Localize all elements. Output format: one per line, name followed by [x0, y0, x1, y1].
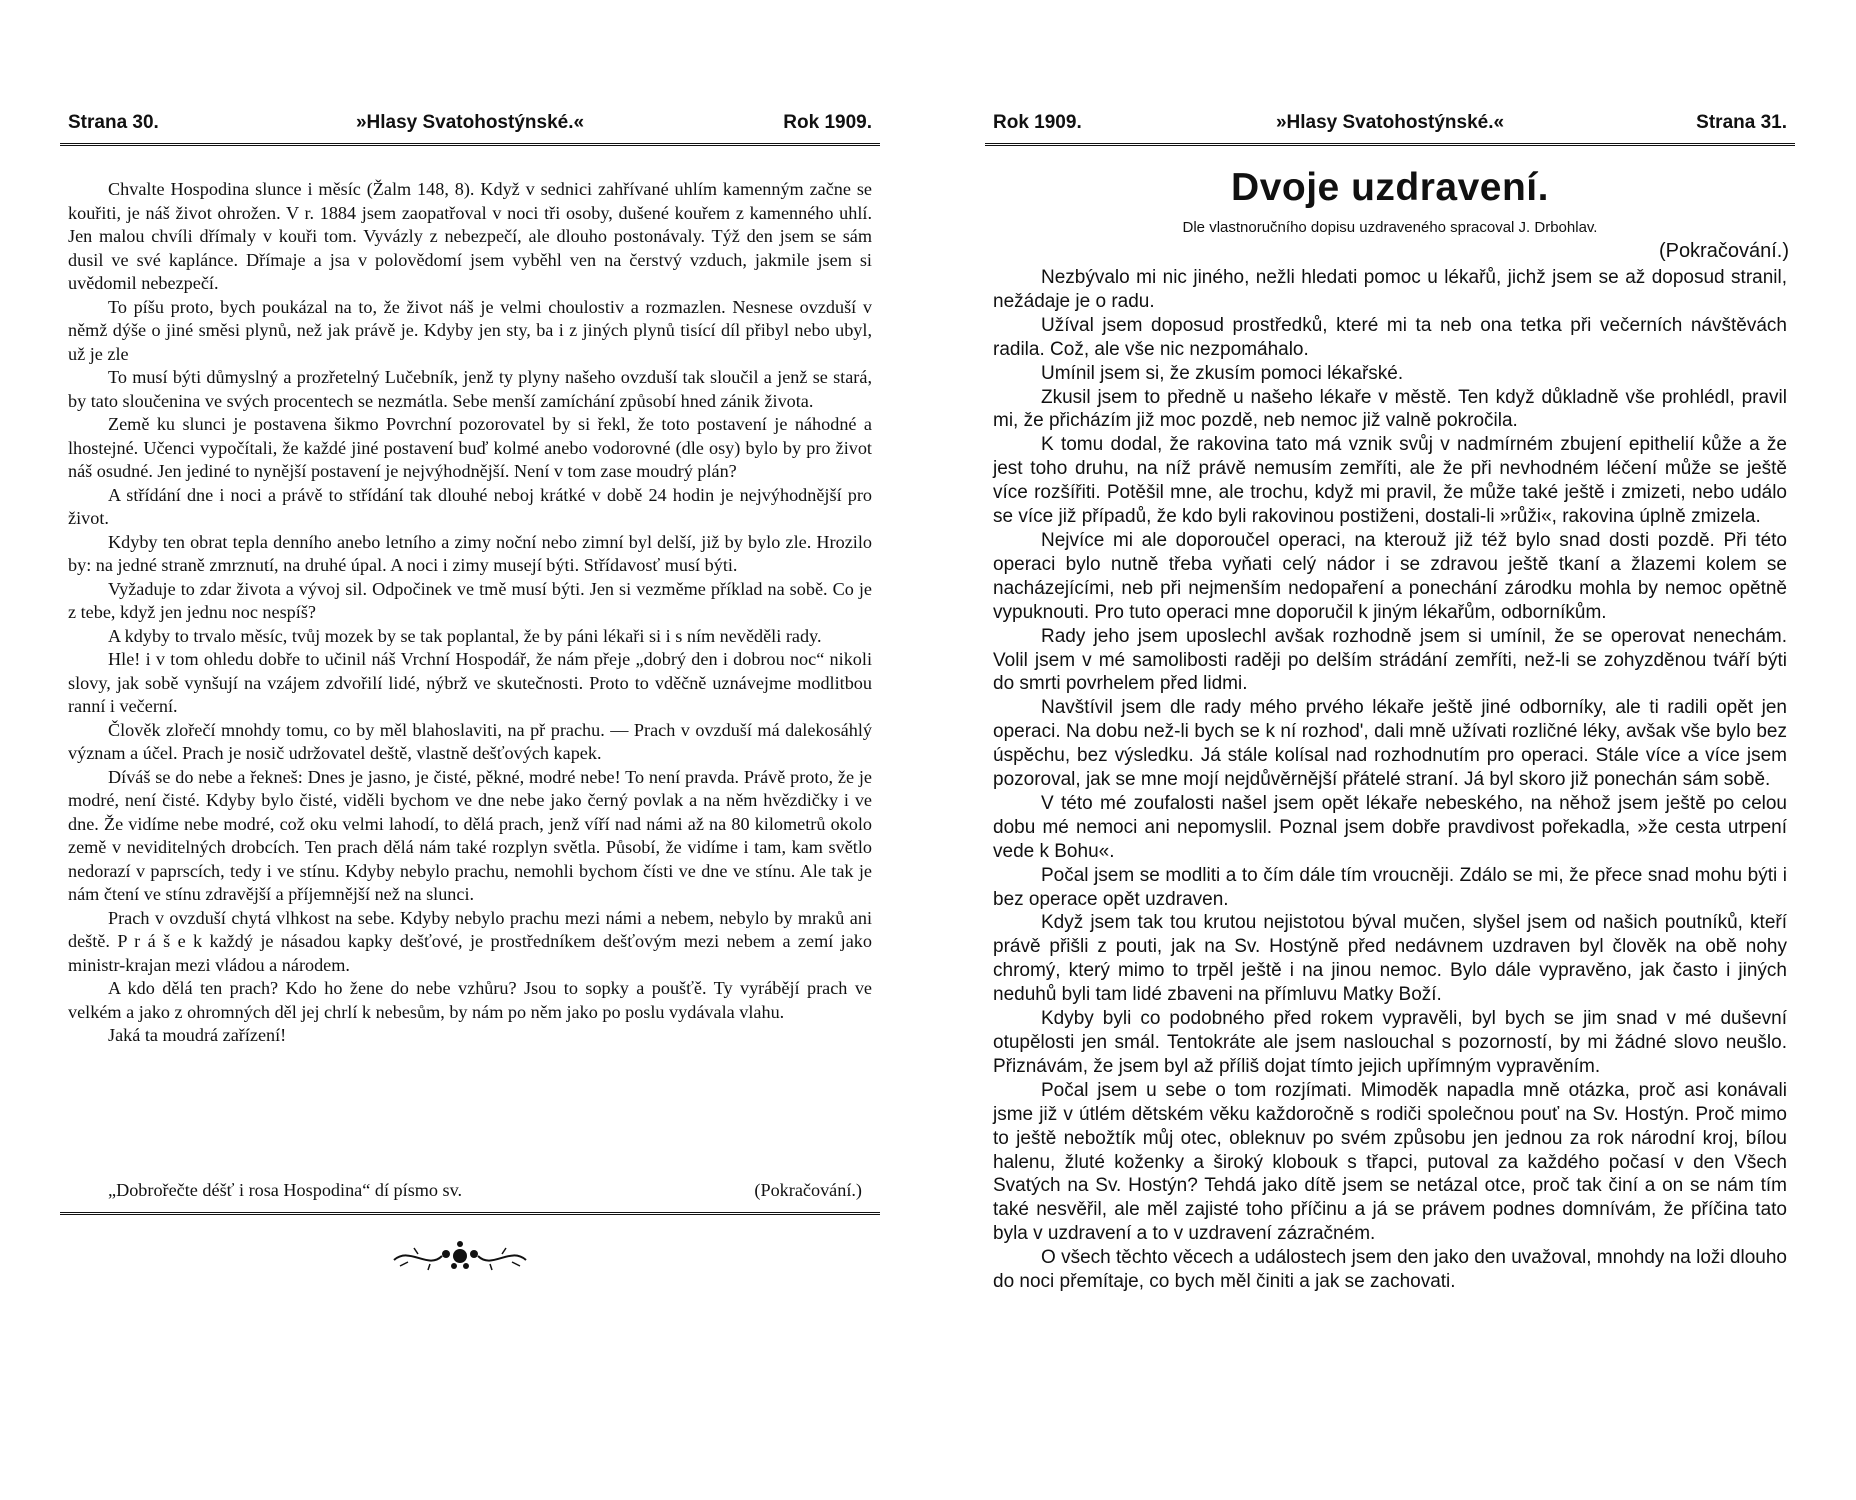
- paragraph: V této mé zoufalosti našel jsem opět lékaře nebeského, na něhož jsem ještě po celou dobu mé nemoci ani nepomyslil. Poznal jsem dobře pravdivost pořekadla, »že cesta utrpení vede k Bohu«.: [993, 792, 1787, 862]
- paragraph: Umínil jsem si, že zkusím pomoci lékařské.: [1041, 362, 1404, 384]
- paragraph: Jaká ta moudrá zařízení!: [108, 1025, 287, 1045]
- paragraph: Rady jeho jsem uposlechl avšak rozhodně jsem si umínil, že se operovat nenechám. Volil jsem v mé samolibosti raději po delším strádání zemříti, než-li se zohyzděnou tváří býti do smrti povrhelem před lidmi.: [993, 625, 1787, 695]
- paragraph: A střídání dne i noci a právě to střídání tak dlouhé neboj krátké v době 24 hodin je nejvýhodnější pro život.: [68, 484, 872, 528]
- left-page: [60, 0, 880, 1500]
- continued-note: (Pokračování.): [1658, 240, 1789, 262]
- page-number-label: Strana 31.: [1696, 112, 1787, 133]
- running-head-right: [985, 112, 1795, 142]
- paragraph: Země ku slunci je postavena šikmo Povrchní pozorovatel by si řekl, že toto postavení je náhodné a lhostejné. Učenci vypočítali, že každé jiné postavení buď kolmé anebo vodorovné (dle osy) bylo by pro život náš osudné. Jen jediné to nynější postavení je nejvýhodnější. Není v tom zase moudrý plán?: [68, 414, 872, 481]
- floral-ornament-icon: [390, 1236, 530, 1276]
- paragraph: To musí býti důmyslný a prozřetelný Lučebník, jenž ty plyny našeho ovzduší tak sloučil a jenž se stará, by tato sloučenina ve svých procentech se nezmátla. Sebe menší zamíchání způsobí hned zánik života.: [68, 367, 872, 411]
- year-label: Rok 1909.: [993, 112, 1082, 133]
- right-page: [985, 0, 1795, 1500]
- paragraph: Navštívil jsem dle rady mého prvého lékaře ještě jiné odborníky, ale ti radili opět jen operaci. Na dobu než-li bych se k ní rozhod', dali mně užívati rozličné léky, avšak vše bylo bez úspěchu, bez výsledku. Já stále kolísal nad rozhodnutím pro operaci. Stále více a více jsem pozoroval, jak se mne mojí nejdůvěrnější přátelé straní. Já byl skoro již ponechán sám sobě.: [993, 697, 1787, 791]
- paragraph: Užíval jsem doposud prostředků, které mi ta neb ona tetka při večerních návštěvách radila. Což, ale vše nic nezpomáhalo.: [993, 314, 1787, 360]
- paragraph: O všech těchto věcech a událostech jsem den jako den uvažoval, mnohdy na loži dlouho do noci přemítaje, co bych měl činiti a jak se zachovati.: [993, 1247, 1787, 1293]
- paragraph: Kdyby byli co podobného před rokem vypravěli, byl bych se jim snad v mé duševní otupělosti jen smál. Tentokráte ale jsem naslouchal s pozorností, by mi žádné slovo neušlo. Přiznávám, že jsem byl až příliš dojat tímto jejich upřímným vypravěním.: [993, 1008, 1787, 1077]
- paragraph: Vyžaduje to zdar života a vývoj sil. Odpočinek ve tmě musí býti. Jen si vezměme příklad na sobě. Co je z tebe, když jen jednu noc nespíš?: [68, 578, 872, 622]
- left-body-text: [68, 178, 872, 1048]
- journal-title: »Hlasy Svatohostýnské.«: [1275, 112, 1505, 133]
- paragraph: To píšu proto, bych poukázal na to, že život náš je velmi choulostiv a rozmazlen. Nesnese ovzduší v němž dýše o jiné směsi plynů, než jak právě je. Kdyby jen sty, ba i z jiných plynů tisící díl přibyl nebo ubyl, už je zle: [68, 296, 872, 364]
- footer-rule: [60, 1212, 880, 1219]
- running-head-left: [60, 112, 880, 142]
- right-body-text: [993, 266, 1787, 1294]
- continued-note: (Pokračování.): [754, 1180, 862, 1200]
- paragraph: Počal jsem se modliti a to čím dále tím vroucněji. Zdálo se mi, že přece snad mohu býti i bez operace opět uzdraven.: [993, 864, 1787, 910]
- paragraph: Kdyby ten obrat tepla denního anebo letního a zimy noční nebo zimní byl delší, již by bylo zle. Hrozilo by: na jedné straně zmrznutí, na druhé úpal. A noci i zimy musejí býti. Střídavosť musí býti.: [68, 531, 872, 575]
- article-title: Dvoje uzdravení.: [1231, 166, 1549, 209]
- paragraph: Hle! i v tom ohledu dobře to učinil náš Vrchní Hospodář, že nám přeje „dobrý den i dobrou noc“ nikoli slovy, jak sobě vynšují na vzájem zdvořilí lidé, nýbrž ve skutečnosti. Proto to vděčně uznávejme modlitbou ranní i večerní.: [68, 649, 872, 716]
- paragraph: Díváš se do nebe a řekneš: Dnes je jasno, je čisté, pěkné, modré nebe! To není pravda. Právě proto, že je modré, není čisté. Kdyby bylo čisté, viděli bychom ve dne nebe jako černý povlak a na něm hvězdičky i ve dne. Že vidíme nebe modré, což oku velmi lahodí, to dělá prach, jenž víří nad námi až na 80 kilometrů okolo země v neviditelných drobcích. Ten prach dělá nám také rozplyn světla. Působí, že vidíme i tam, kam světlo nedorazí v paprscích, tedy i ve stínu. Kdyby nebylo prachu, nemohli bychom čísti ve dne ve stínu. Ale tak je nám čtení ve stínu zdravější a příjemnější než na slunci.: [68, 766, 872, 904]
- paragraph: Prach v ovzduší chytá vlhkost na sebe. Kdyby nebylo prachu mezi námi a nebem, nebylo by mraků ani deště. P r á š e k každý je násadou kapky dešťové, je prostředníkem dešťovým mezi nebem a zemí jako ministr-krajan mezi vládou a národem.: [68, 907, 872, 975]
- paragraph: Počal jsem u sebe o tom rozjímati. Mimoděk napadla mně otázka, proč asi konávali jsme již v útlém dětském věku každoročně s rodiči společnou pouť na Sv. Hostýn. Proč mimo to ještě nebožtík můj otec, obleknuv po svém způsobu jen jednou za rok národní kroj, bílou halenu, žluté koženky a široký klobouk s třapci, putoval za každého počasí v den Všech Svatých na Sv. Hostýn? Tehdá jako dítě jsem se netázal otce, proč tak činí a on se nám tím také nesvěřil, ale měl zajisté toho příčinu a já se právem podnes domnívám, že příčina tato byla v uzdravení a to v uzdravení zázračném.: [993, 1079, 1787, 1245]
- page-number-label: Strana 30.: [68, 112, 159, 133]
- paragraph: Když jsem tak tou krutou nejistotou býval mučen, slyšel jsem od našich poutníků, kteří právě přišli z pouti, jak na Sv. Hostýně před nedávnem uzdraven byl člověk na obě nohy chromý, který mimo to trpěl ještě i na jinou nemoc. Bylo dále vypravěno, jak často i jiných neduhů byli tam lidé zbaveni na přímluvu Matky Boží.: [993, 912, 1787, 1006]
- journal-title: »Hlasy Svatohostýnské.«: [355, 112, 585, 133]
- paragraph: Nezbývalo mi nic jiného, nežli hledati pomoc u lékařů, jichž jsem se až doposud stranil, nežádaje je o radu.: [993, 267, 1787, 312]
- paragraph: A kdo dělá ten prach? Kdo ho žene do nebe vzhůru? Jsou to sopky a poušťě. Ty vyrábějí prach ve velkém a jako z ohromných děl jej chrlí k nebesům, by nám po něm jako po poslu vydávala vlahu.: [68, 978, 872, 1022]
- closing-quote: „Dobrořečte déšť i rosa Hospodina“ dí písmo sv.: [108, 1180, 463, 1200]
- paragraph: K tomu dodal, že rakovina tato má vznik svůj v nadmírném zbujení epithelií kůže a že jest toho druhu, na níž právě nemusím zemříti, ale že při nevhodném léčení může se ještě více rozšířiti. Potěšil mne, ale trochu, když mi pravil, že může také ještě i zmizeti, nebo událo se více již případů, že kdo byli rakovinou postiženi, dostali-li »růži«, rakovina úplně zmizela.: [993, 434, 1787, 528]
- article-byline: Dle vlastnoručního dopisu uzdraveného spracoval J. Drbohlav.: [1182, 219, 1598, 236]
- paragraph: Chvalte Hospodina slunce i měsíc (Žalm 148, 8). Když v sednici zahřívané uhlím kamenným začne se kouřiti, je náš život ohrožen. V r. 1884 jsem zaopatřoval v noci tři osoby, dušené kouřem z kamenného uhlí. Jen malou chvíli dřímaly v kouři tom. Vyvázly z nebezpečí, ale dlouho postonávaly. Týž den jsem se sám dusil ve své kaplánce. Dřímaje a jsa v polovědomí jsem vyběhl ven na čerstvý vzduch, jakmile jsem si uvědomil nebezpečí.: [68, 179, 872, 293]
- paragraph: Nejvíce mi ale doporoučel operaci, na kterouž již též bylo snad dosti pozdě. Při této operaci bylo nutně třeba vyňati celý nádor i se zdravou ještě tkaní a žlazemi kolem se nacházejícími, neb při nejmenším nedopaření a ponechání zárodku mohla by nemoc opětně vypuknouti. Pro tuto operaci mne doporučil k jiným lékařům, odborníkům.: [993, 529, 1787, 623]
- year-label: Rok 1909.: [783, 112, 872, 133]
- paragraph: Zkusil jsem to předně u našeho lékaře v městě. Ten když důkladně vše prohlédl, pravil mi, že přicházím již moc pozdě, neb nemoc již valně pokročila.: [993, 386, 1787, 432]
- paragraph: A kdyby to trvalo měsíc, tvůj mozek by se tak poplantal, že by páni lékaři si i s ním nevěděli rady.: [108, 625, 822, 646]
- paragraph: Člověk zlořečí mnohdy tomu, co by měl blahoslaviti, na př prachu. — Prach v ovzduší má dalekosáhlý význam a účel. Prach je nosič udržovatel deště, vlastně dešťových kapek.: [68, 719, 872, 763]
- header-rule: [985, 143, 1795, 150]
- header-rule: [60, 143, 880, 150]
